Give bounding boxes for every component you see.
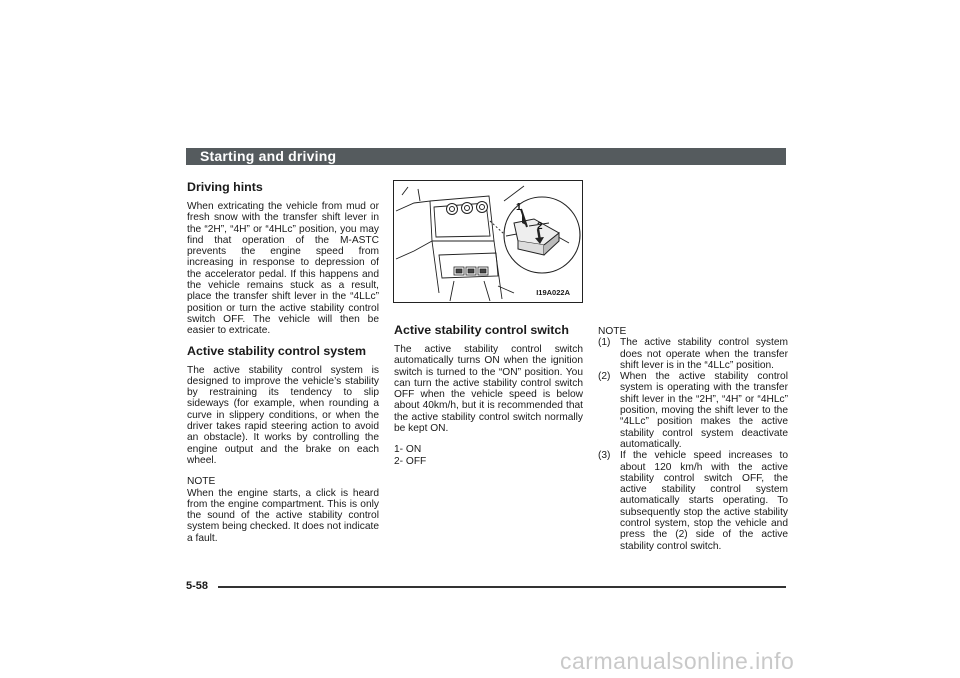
note-item bbox=[598, 371, 788, 450]
notes-label: NOTE bbox=[598, 326, 627, 337]
driving-hints-heading: Driving hints bbox=[187, 180, 263, 194]
section-title: Starting and driving bbox=[200, 148, 337, 164]
position-on: 1- ON bbox=[394, 444, 422, 456]
callout-2: 2 bbox=[537, 221, 543, 232]
section-header bbox=[186, 148, 786, 165]
note-item bbox=[598, 450, 788, 552]
column-middle bbox=[394, 323, 583, 467]
footer-rule bbox=[218, 586, 786, 588]
switch-heading: Active stability control switch bbox=[394, 323, 569, 337]
column-right bbox=[598, 326, 788, 552]
note-number: (1) bbox=[598, 337, 611, 349]
note-text: If the vehicle speed increases to about 120 km/h with the active stability control switch OFF, the active stability control system automatically starts operating. To subsequently stop the active stability control system, stop the vehicle and press the (2) side of the active stability control switch. bbox=[620, 450, 788, 552]
note-number: (3) bbox=[598, 450, 611, 462]
watermark: carmanualsonline.info bbox=[560, 648, 795, 674]
switch-location-figure bbox=[393, 180, 583, 303]
note-paragraph: When the engine starts, a click is heard from the engine compartment. This is only the sound of the active stability control system being checked. It does not indicate a fault. bbox=[187, 487, 379, 544]
note-text: The active stability control system does not operate when the transfer shift lever is in the “4LLc” position. bbox=[620, 337, 788, 371]
callout-1: 1 bbox=[516, 202, 522, 213]
stability-system-paragraph: The active stability control system is designed to improve the vehicle’s stability by restraining its tendency to slip sideways (for example, when rounding a curve in slippery conditions, or when the driver takes rapid steering action to avoid an obstacle). It works by controlling the engine output and the brake on each wheel. bbox=[187, 364, 379, 466]
column-left bbox=[187, 180, 379, 544]
stability-system-heading: Active stability control system bbox=[187, 343, 367, 358]
dashboard-illustration bbox=[394, 181, 582, 302]
position-off: 2- OFF bbox=[394, 455, 427, 467]
driving-hints-paragraph: When extricating the vehicle from mud or fresh snow with the transfer shift lever in the “2H”, “4H” or “4HLc” position, you may find that operation of the M-ASTC prevents the engine speed from increasing in response to depression of the accelerator pedal. If this happens and the vehicle remains stuck as a result, place the transfer shift lever in the “4LLc” position or turn the active stability control switch OFF. The vehicle will then be easier to extricate. bbox=[187, 201, 379, 337]
page-number: 5-58 bbox=[186, 580, 209, 592]
note-number: (2) bbox=[598, 371, 611, 383]
note-label: NOTE bbox=[187, 476, 216, 488]
switch-positions bbox=[394, 444, 583, 467]
note-item bbox=[598, 337, 788, 371]
figure-label: I19A022A bbox=[536, 288, 570, 297]
note-text: When the active stability control system is operating with the transfer shift lever in the “2H”, “4H” or “4HLc” position, moving the shift lever to the “4LLc” position makes the active stability control system deactivate automatically. bbox=[620, 371, 788, 450]
switch-paragraph: The active stability control switch automatically turns ON when the ignition switch is turned to the “ON” position. You can turn the active stability control switch OFF when the vehicle speed is below about 40km/h, but it is recommended that the active stability control switch normally be kept ON. bbox=[394, 344, 583, 435]
notes-list bbox=[598, 337, 788, 552]
